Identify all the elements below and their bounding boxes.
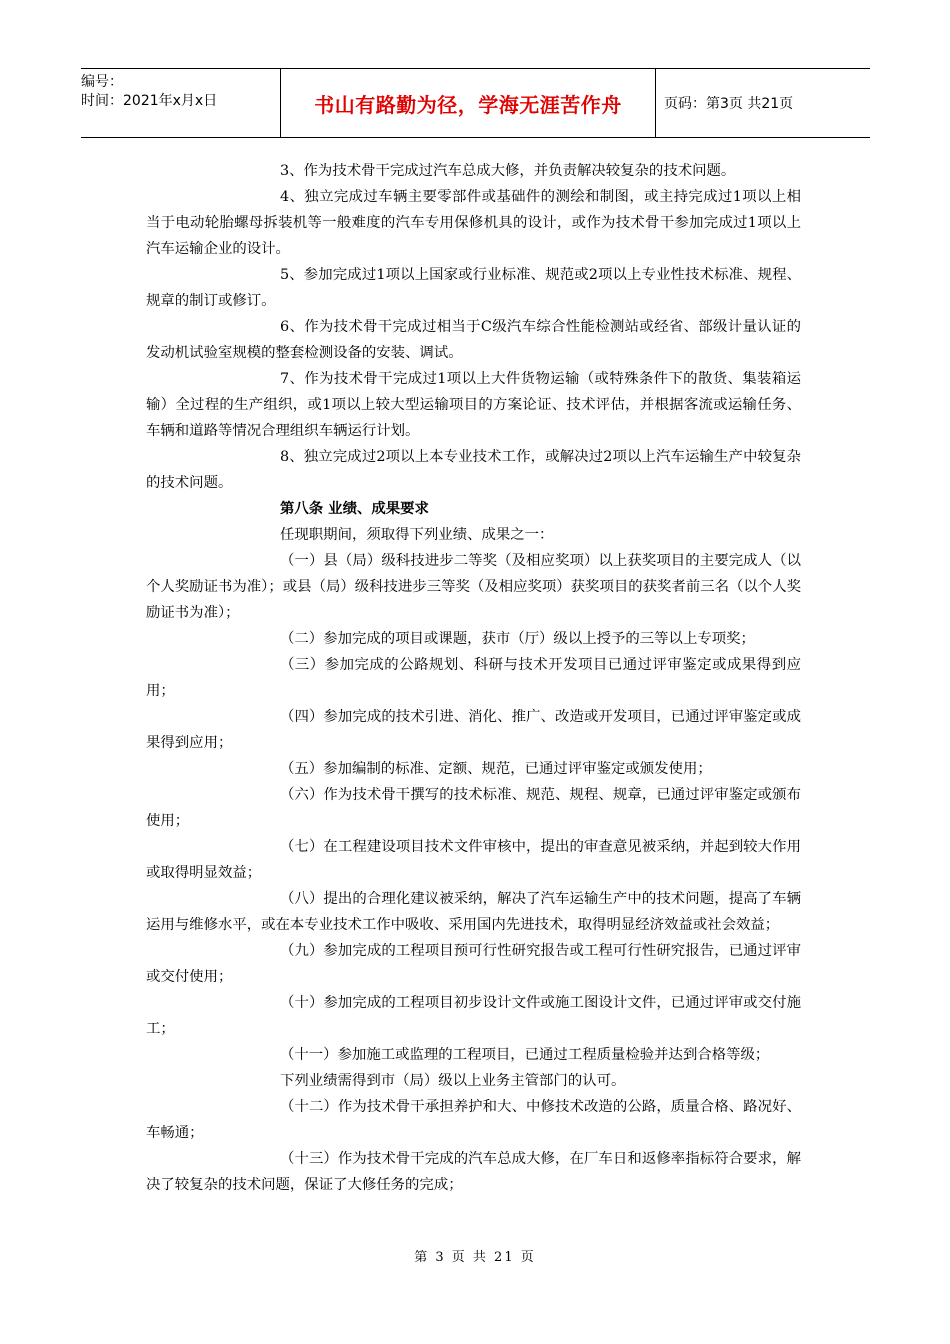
list-item: （三）参加完成的公路规划、科研与技术开发项目已通过评审鉴定或成果得到应用； xyxy=(146,657,801,699)
page-footer: 第 3 页 共 21 页 xyxy=(414,1250,536,1265)
list-item: （二）参加完成的项目或课题，获市（厅）级以上授予的三等以上专项奖； xyxy=(280,631,755,647)
paragraph: 3、作为技术骨干完成过汽车总成大修，并负责解决较复杂的技术问题。 xyxy=(280,163,736,179)
document-date: 时间：2021年x月x日 xyxy=(81,93,218,109)
paragraph: 6、作为技术骨干完成过相当于C级汽车综合性能检测站或经省、部级计量认证的发动机试验室规模的整套检测设备的安装、调试。 xyxy=(146,319,801,361)
list-item: （五）参加编制的标准、定额、规范，已通过评审鉴定或颁发使用； xyxy=(280,761,712,777)
paragraph: 4、独立完成过车辆主要零部件或基础件的测绘和制图，或主持完成过1项以上相当于电动轮胎螺母拆装机等一般难度的汽车专用保修机具的设计，或作为技术骨干参加完成过1项以上汽车运输企业的设计。 xyxy=(146,189,801,257)
list-item: （七）在工程建设项目技术文件审核中，提出的审查意见被采纳，并起到较大作用或取得明显效益； xyxy=(146,839,801,881)
paragraph: 5、参加完成过1项以上国家或行业标准、规范或2项以上专业性技术标准、规程、规章的制订或修订。 xyxy=(146,267,801,309)
paragraph: 7、作为技术骨干完成过1项以上大件货物运输（或特殊条件下的散货、集装箱运输）全过程的生产组织，或1项以上较大型运输项目的方案论证、技术评估，并根据客流或运输任务、车辆和道路等情况合理组织车辆运行计划。 xyxy=(146,371,801,439)
list-item: （八）提出的合理化建议被采纳，解决了汽车运输生产中的技术问题，提高了车辆运用与维修水平，或在本专业技术工作中吸收、采用国内先进技术，取得明显经济效益或社会效益； xyxy=(146,891,801,933)
header-motto: 书山有路勤为径，学海无涯苦作舟 xyxy=(314,92,622,117)
document-body xyxy=(146,158,801,1198)
paragraph: 任现职期间，须取得下列业绩、成果之一： xyxy=(280,527,554,543)
paragraph: 8、独立完成过2项以上本专业技术工作，或解决过2项以上汽车运输生产中较复杂的技术问题。 xyxy=(146,449,801,491)
list-item: （一）县（局）级科技进步二等奖（及相应奖项）以上获奖项目的主要完成人（以个人奖励证书为准）；或县（局）级科技进步三等奖（及相应奖项）获奖项目的获奖者前三名（以个人奖励证书为准）； xyxy=(146,553,801,621)
header-meta xyxy=(81,69,281,137)
list-item: （四）参加完成的技术引进、消化、推广、改造或开发项目，已通过评审鉴定或成果得到应用； xyxy=(146,709,801,751)
paragraph: 下列业绩需得到市（局）级以上业务主管部门的认可。 xyxy=(280,1073,626,1089)
list-item: （十三）作为技术骨干完成的汽车总成大修，在厂车日和返修率指标符合要求，解决了较复杂的技术问题，保证了大修任务的完成； xyxy=(146,1151,801,1193)
header-page-info: 页码：第3页 共21页 xyxy=(664,96,794,112)
list-item: （十）参加完成的工程项目初步设计文件或施工图设计文件，已通过评审或交付施工； xyxy=(146,995,801,1037)
header-motto-cell xyxy=(281,69,656,137)
list-item: （九）参加完成的工程项目预可行性研究报告或工程可行性研究报告，已通过评审或交付使用； xyxy=(146,943,801,985)
list-item: （六）作为技术骨干撰写的技术标准、规范、规程、规章，已通过评审鉴定或颁布使用； xyxy=(146,787,801,829)
article-heading: 第八条 业绩、成果要求 xyxy=(280,500,429,517)
list-item: （十二）作为技术骨干承担养护和大、中修技术改造的公路，质量合格、路况好、车畅通； xyxy=(146,1099,801,1141)
document-number-label: 编号： xyxy=(81,74,123,90)
list-item: （十一）参加施工或监理的工程项目，已通过工程质量检验并达到合格等级； xyxy=(280,1047,770,1063)
page-header xyxy=(81,68,870,138)
